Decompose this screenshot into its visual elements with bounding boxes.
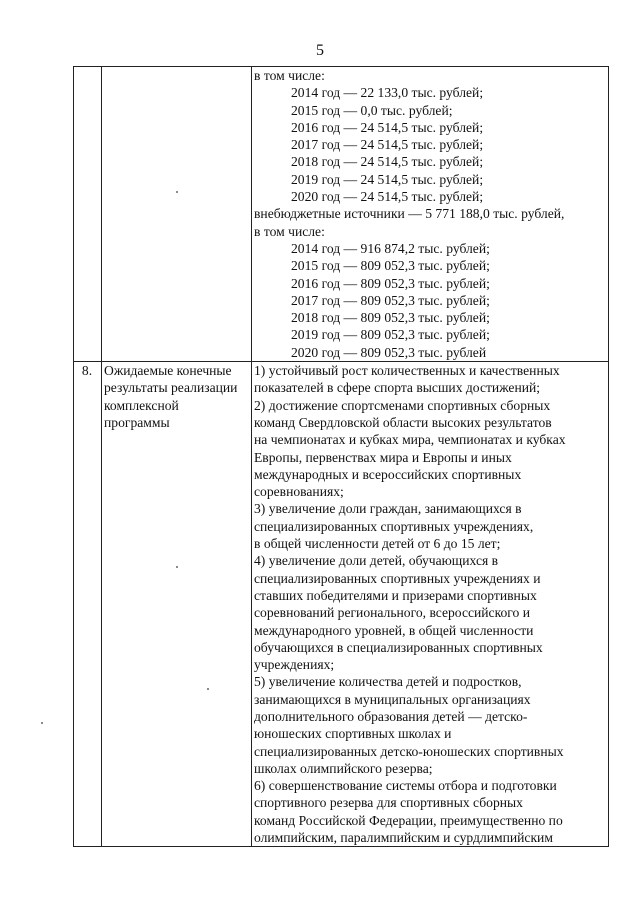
- text-line: олимпийским, паралимпийским и сурдлимпийским: [254, 830, 553, 846]
- text-line: соревнованиях;: [254, 484, 344, 500]
- text-line: 2019 год — 24 514,5 тыс. рублей;: [291, 171, 484, 187]
- text-line: 1) устойчивый рост количественных и качественных: [254, 363, 560, 379]
- text-line: команд Российской Федерации, преимущественно по: [254, 812, 563, 828]
- text-line: программы: [104, 414, 170, 430]
- text-line: Ожидаемые конечные: [104, 363, 232, 379]
- text-line: 2017 год — 809 052,3 тыс. рублей;: [291, 292, 490, 308]
- text-line: дополнительного образования детей — детско-: [254, 708, 528, 724]
- funding-content-cell: [252, 67, 609, 362]
- row-number-cell: [74, 67, 102, 362]
- text-line: 3) увеличение доли граждан, занимающихся в: [254, 501, 522, 517]
- text-line: международных и всероссийских спортивных: [254, 466, 522, 482]
- program-passport-table: [73, 66, 609, 847]
- text-line: внебюджетные источники — 5 771 188,0 тыс. рублей,: [254, 206, 565, 222]
- text-line: обучающихся в специализированных спортивных: [254, 639, 543, 655]
- text-line: специализированных спортивных учреждениях и: [254, 570, 541, 586]
- page-number: 5: [316, 42, 324, 59]
- table-row-continuation: [74, 67, 609, 362]
- text-line: школах олимпийского резерва;: [254, 760, 433, 776]
- text-line: 2014 год — 916 874,2 тыс. рублей;: [291, 240, 490, 256]
- text-line: в том числе:: [254, 223, 325, 239]
- text-line: 2015 год — 0,0 тыс. рублей;: [291, 102, 453, 118]
- row-name-cell: [102, 362, 252, 847]
- text-line: 2018 год — 24 514,5 тыс. рублей;: [291, 154, 484, 170]
- text-line: 2019 год — 809 052,3 тыс. рублей;: [291, 327, 490, 343]
- text-line: международного уровней, в общей численности: [254, 622, 534, 638]
- text-line: 2) достижение спортсменами спортивных сборных: [254, 397, 551, 413]
- text-line: юношеских спортивных школах и: [254, 726, 452, 742]
- text-line: 2016 год — 24 514,5 тыс. рублей;: [291, 119, 484, 135]
- scan-speck: [207, 688, 209, 690]
- text-line: специализированных детско-юношеских спортивных: [254, 743, 564, 759]
- text-line: команд Свердловской области высоких результатов: [254, 414, 552, 430]
- text-line: 2018 год — 809 052,3 тыс. рублей;: [291, 310, 490, 326]
- text-line: Европы, первенствах мира и Европы и иных: [254, 449, 512, 465]
- row-name-cell: [102, 67, 252, 362]
- text-line: 2020 год — 809 052,3 тыс. рублей: [291, 344, 487, 360]
- text-line: 4) увеличение доли детей, обучающихся в: [254, 553, 499, 569]
- row-number-cell: 8.: [74, 362, 102, 847]
- text-line: комплексной: [104, 397, 179, 413]
- text-line: 2014 год — 22 133,0 тыс. рублей;: [291, 85, 484, 101]
- scan-speck: [176, 191, 178, 193]
- text-line: занимающихся в муниципальных организациях: [254, 691, 531, 707]
- text-line: 2016 год — 809 052,3 тыс. рублей;: [291, 275, 490, 291]
- text-line: специализированных спортивных учреждениях,: [254, 518, 534, 534]
- text-line: 2015 год — 809 052,3 тыс. рублей;: [291, 258, 490, 274]
- text-line: учреждениях;: [254, 657, 335, 673]
- text-line: результаты реализации: [104, 380, 238, 396]
- table-row-8: [74, 362, 609, 847]
- text-line: в общей численности детей от 6 до 15 лет;: [254, 536, 501, 552]
- text-line: на чемпионатах и кубках мира, чемпионатах и кубках: [254, 432, 566, 448]
- text-line: соревнований регионального, всероссийского и: [254, 605, 531, 621]
- text-line: 6) совершенствование системы отбора и подготовки: [254, 778, 557, 794]
- scan-speck: [176, 566, 178, 568]
- text-line: 2017 год — 24 514,5 тыс. рублей;: [291, 137, 484, 153]
- text-line: в том числе:: [254, 68, 325, 83]
- scan-speck: [41, 722, 43, 724]
- text-line: 5) увеличение количества детей и подростков,: [254, 674, 522, 690]
- text-line: 2020 год — 24 514,5 тыс. рублей;: [291, 189, 484, 205]
- results-content-cell: [252, 362, 609, 847]
- text-line: показателей в сфере спорта высших достижений;: [254, 380, 541, 396]
- text-line: спортивного резерва для спортивных сборных: [254, 795, 523, 811]
- text-line: ставших победителями и призерами спортивных: [254, 587, 537, 603]
